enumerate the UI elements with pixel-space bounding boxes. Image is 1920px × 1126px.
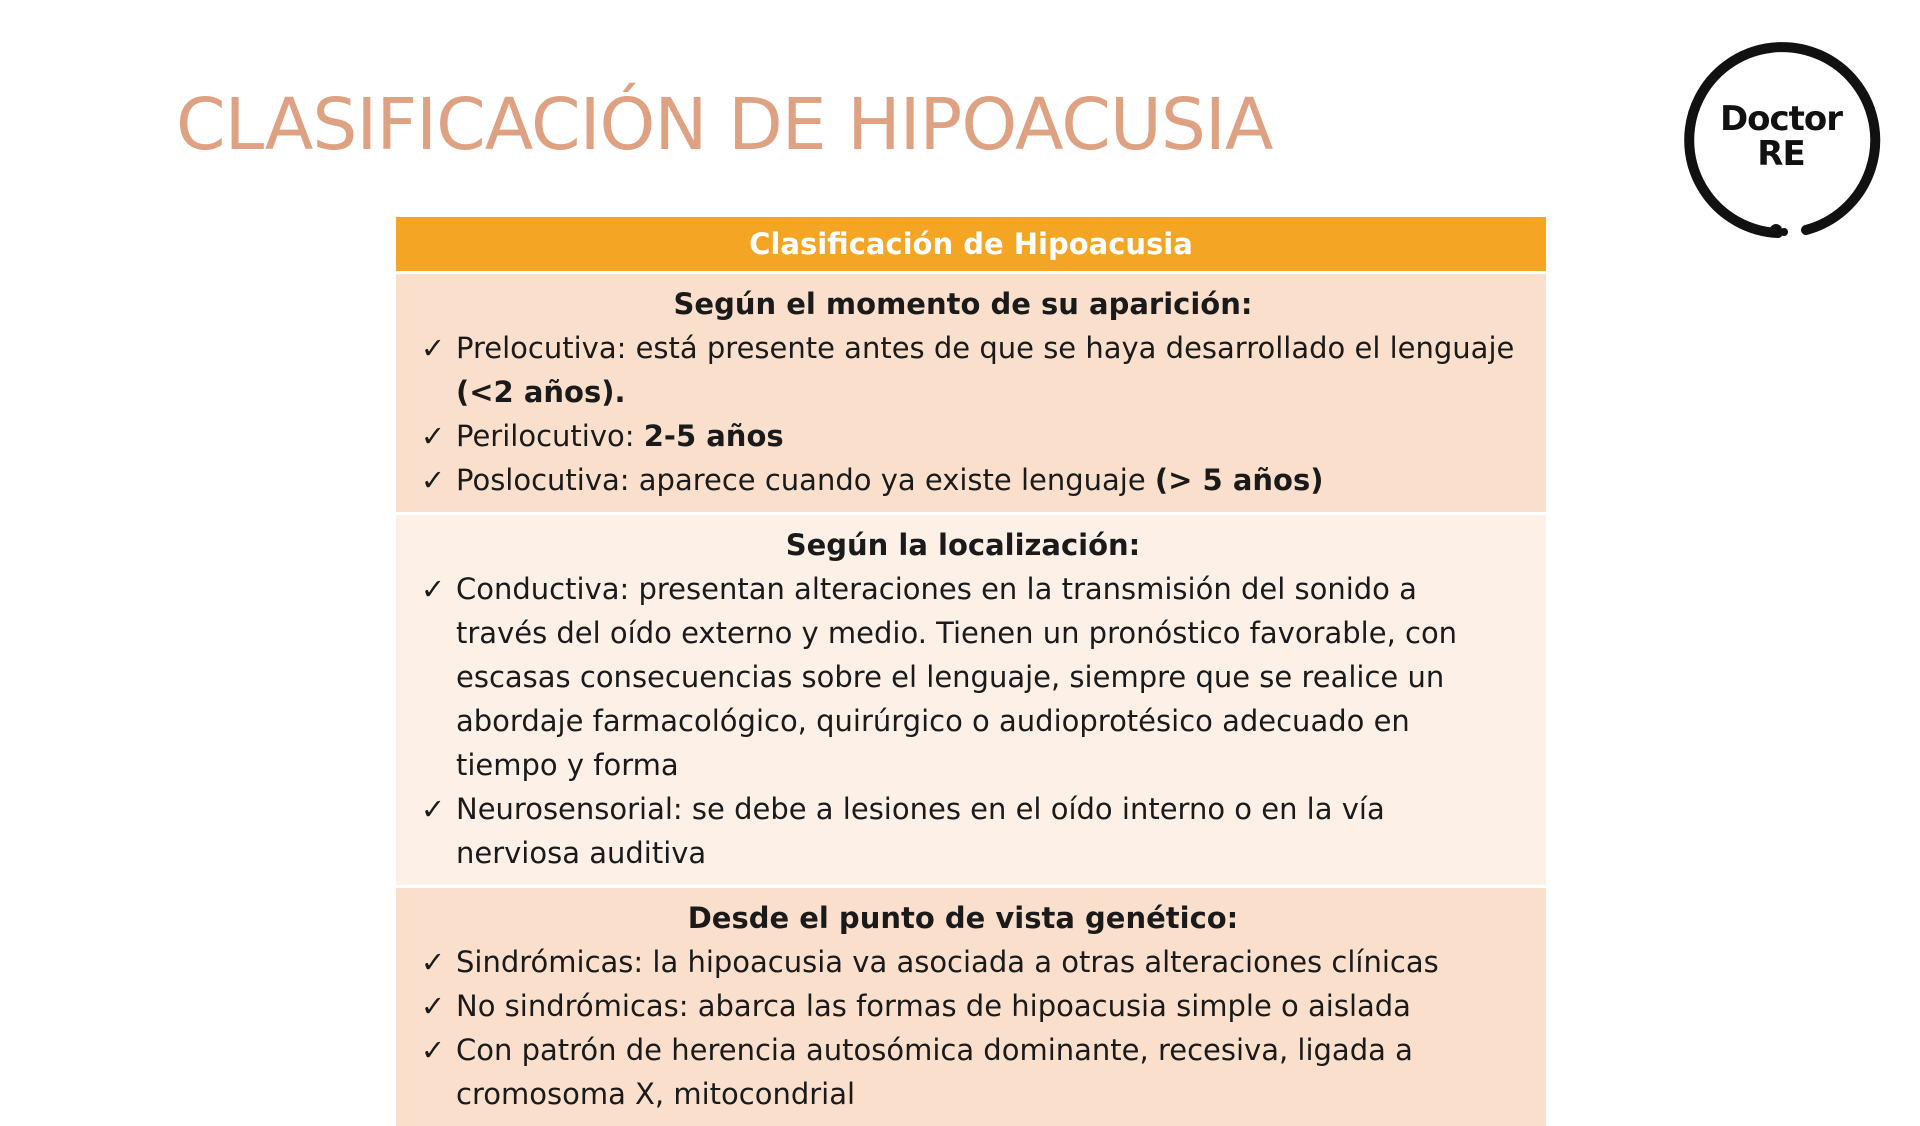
doctor-re-logo — [1684, 40, 1884, 240]
list-item — [410, 940, 1516, 984]
item-text: Neurosensorial: se debe a lesiones en el oído interno o en la vía nerviosa auditiva — [456, 792, 1385, 870]
logo-line-2: RE — [1757, 134, 1805, 174]
item-text: Conductiva: presentan alteraciones en la transmisión del sonido a través del oído externo y medio. Tienen un pronóstico favorable, con escasas consecuencias sobre el lenguaje, siempre que se realice un abordaje farmacológico, quirúrgico o audioprotésico adecuado en tiempo y forma — [456, 572, 1458, 782]
checkmark-icon: ✓ — [420, 572, 446, 606]
list-item — [410, 458, 1516, 502]
section-heading: Según el momento de su aparición: — [673, 287, 1253, 321]
item-text: Con patrón de herencia autosómica dominante, recesiva, ligada a cromosoma X, mitocondrial — [456, 1033, 1413, 1111]
item-text: Sindrómicas: la hipoacusia va asociada a otras alteraciones clínicas — [456, 945, 1439, 979]
checkmark-icon: ✓ — [420, 1033, 446, 1067]
table-header: Clasificación de Hipoacusia — [396, 217, 1546, 274]
item-text: No sindrómicas: abarca las formas de hipoacusia simple o aislada — [456, 989, 1411, 1023]
list-item — [410, 567, 1516, 787]
slide-title: CLASIFICACIÓN DE HIPOACUSIA — [176, 83, 1273, 166]
section-genetic — [396, 888, 1546, 1126]
logo-line-1: Doctor — [1719, 99, 1843, 139]
logo-text — [1684, 99, 1878, 174]
section-heading: Desde el punto de vista genético: — [687, 901, 1239, 935]
checkmark-icon: ✓ — [420, 989, 446, 1023]
checkmark-icon: ✓ — [420, 419, 446, 453]
checkmark-icon: ✓ — [420, 792, 446, 826]
list-item — [410, 326, 1516, 414]
classification-table — [396, 217, 1546, 1126]
item-text: Poslocutiva: aparece cuando ya existe lenguaje (> 5 años) — [456, 463, 1324, 497]
list-item — [410, 414, 1516, 458]
checkmark-icon: ✓ — [420, 463, 446, 497]
checkmark-icon: ✓ — [420, 331, 446, 365]
section-onset — [396, 274, 1546, 515]
section-location — [396, 515, 1546, 888]
list-item — [410, 787, 1516, 875]
item-text: Prelocutiva: está presente antes de que se haya desarrollado el lenguaje (<2 años). — [456, 331, 1515, 409]
item-text: Perilocutivo: 2-5 años — [456, 419, 784, 453]
section-heading: Según la localización: — [785, 528, 1141, 562]
list-item — [410, 984, 1516, 1028]
list-item — [410, 1028, 1516, 1116]
checkmark-icon: ✓ — [420, 945, 446, 979]
